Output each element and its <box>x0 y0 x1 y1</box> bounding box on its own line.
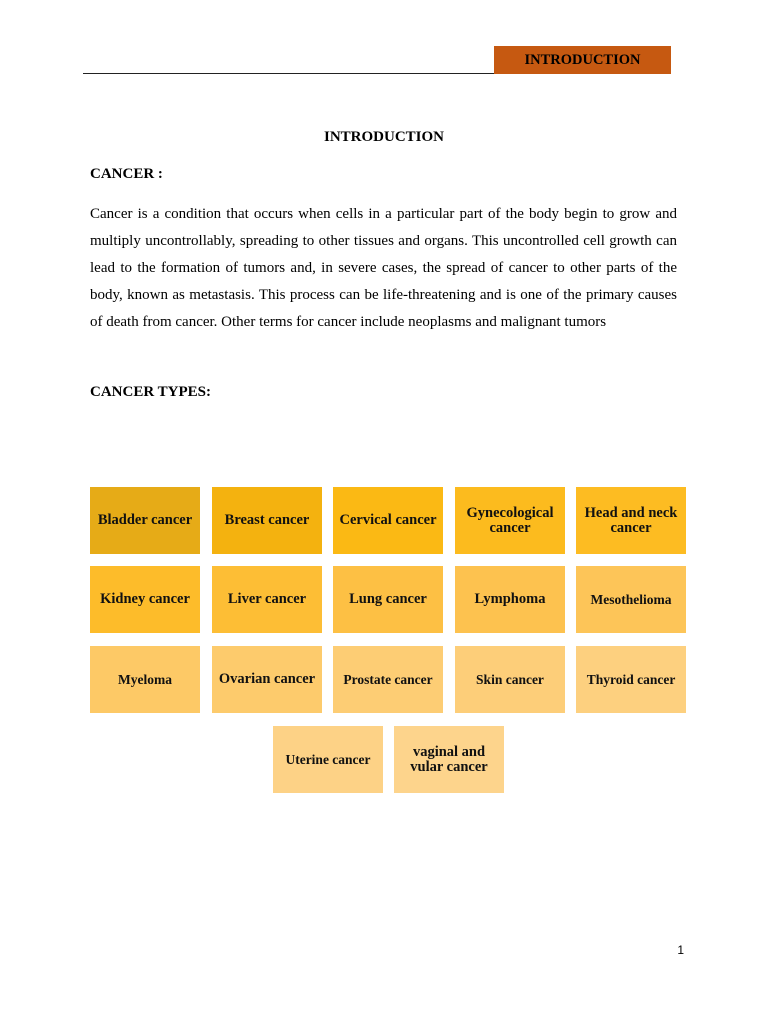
cancer-type-tile: vaginal and vular cancer <box>394 726 504 793</box>
cancer-types-heading: CANCER TYPES: <box>90 384 211 400</box>
page-number: 1 <box>677 943 684 957</box>
cancer-type-tile: Breast cancer <box>212 487 322 554</box>
cancer-type-tile: Bladder cancer <box>90 487 200 554</box>
cancer-type-tile: Kidney cancer <box>90 566 200 633</box>
cancer-type-tile: Liver cancer <box>212 566 322 633</box>
cancer-type-tile: Prostate cancer <box>333 646 443 713</box>
cancer-type-tile: Cervical cancer <box>333 487 443 554</box>
cancer-type-tile: Head and neck cancer <box>576 487 686 554</box>
cancer-type-tile: Ovarian cancer <box>212 646 322 713</box>
cancer-type-tile: Uterine cancer <box>273 726 383 793</box>
cancer-type-tile: Mesothelioma <box>576 566 686 633</box>
header-section-tab: INTRODUCTION <box>494 46 671 74</box>
cancer-type-tile: Skin cancer <box>455 646 565 713</box>
header-rule <box>83 73 495 74</box>
cancer-type-tile: Lymphoma <box>455 566 565 633</box>
cancer-type-tile: Thyroid cancer <box>576 646 686 713</box>
page-title: INTRODUCTION <box>323 129 444 145</box>
cancer-type-tile: Lung cancer <box>333 566 443 633</box>
cancer-heading: CANCER : <box>90 166 163 182</box>
cancer-type-tile: Gynecological cancer <box>455 487 565 554</box>
cancer-paragraph: Cancer is a condition that occurs when cells in a particular part of the body begin to grow and multiply uncontrollably, spreading to other tissues and organs. This uncontrolled cell growth can lead to the formation of tumors and, in severe cases, the spread of cancer to other parts of the body, known as metastasis. This process can be life-threatening and is one of the primary causes of death from cancer. Other terms for cancer include neoplasms and malignant tumors <box>90 206 677 330</box>
cancer-type-tile: Myeloma <box>90 646 200 713</box>
